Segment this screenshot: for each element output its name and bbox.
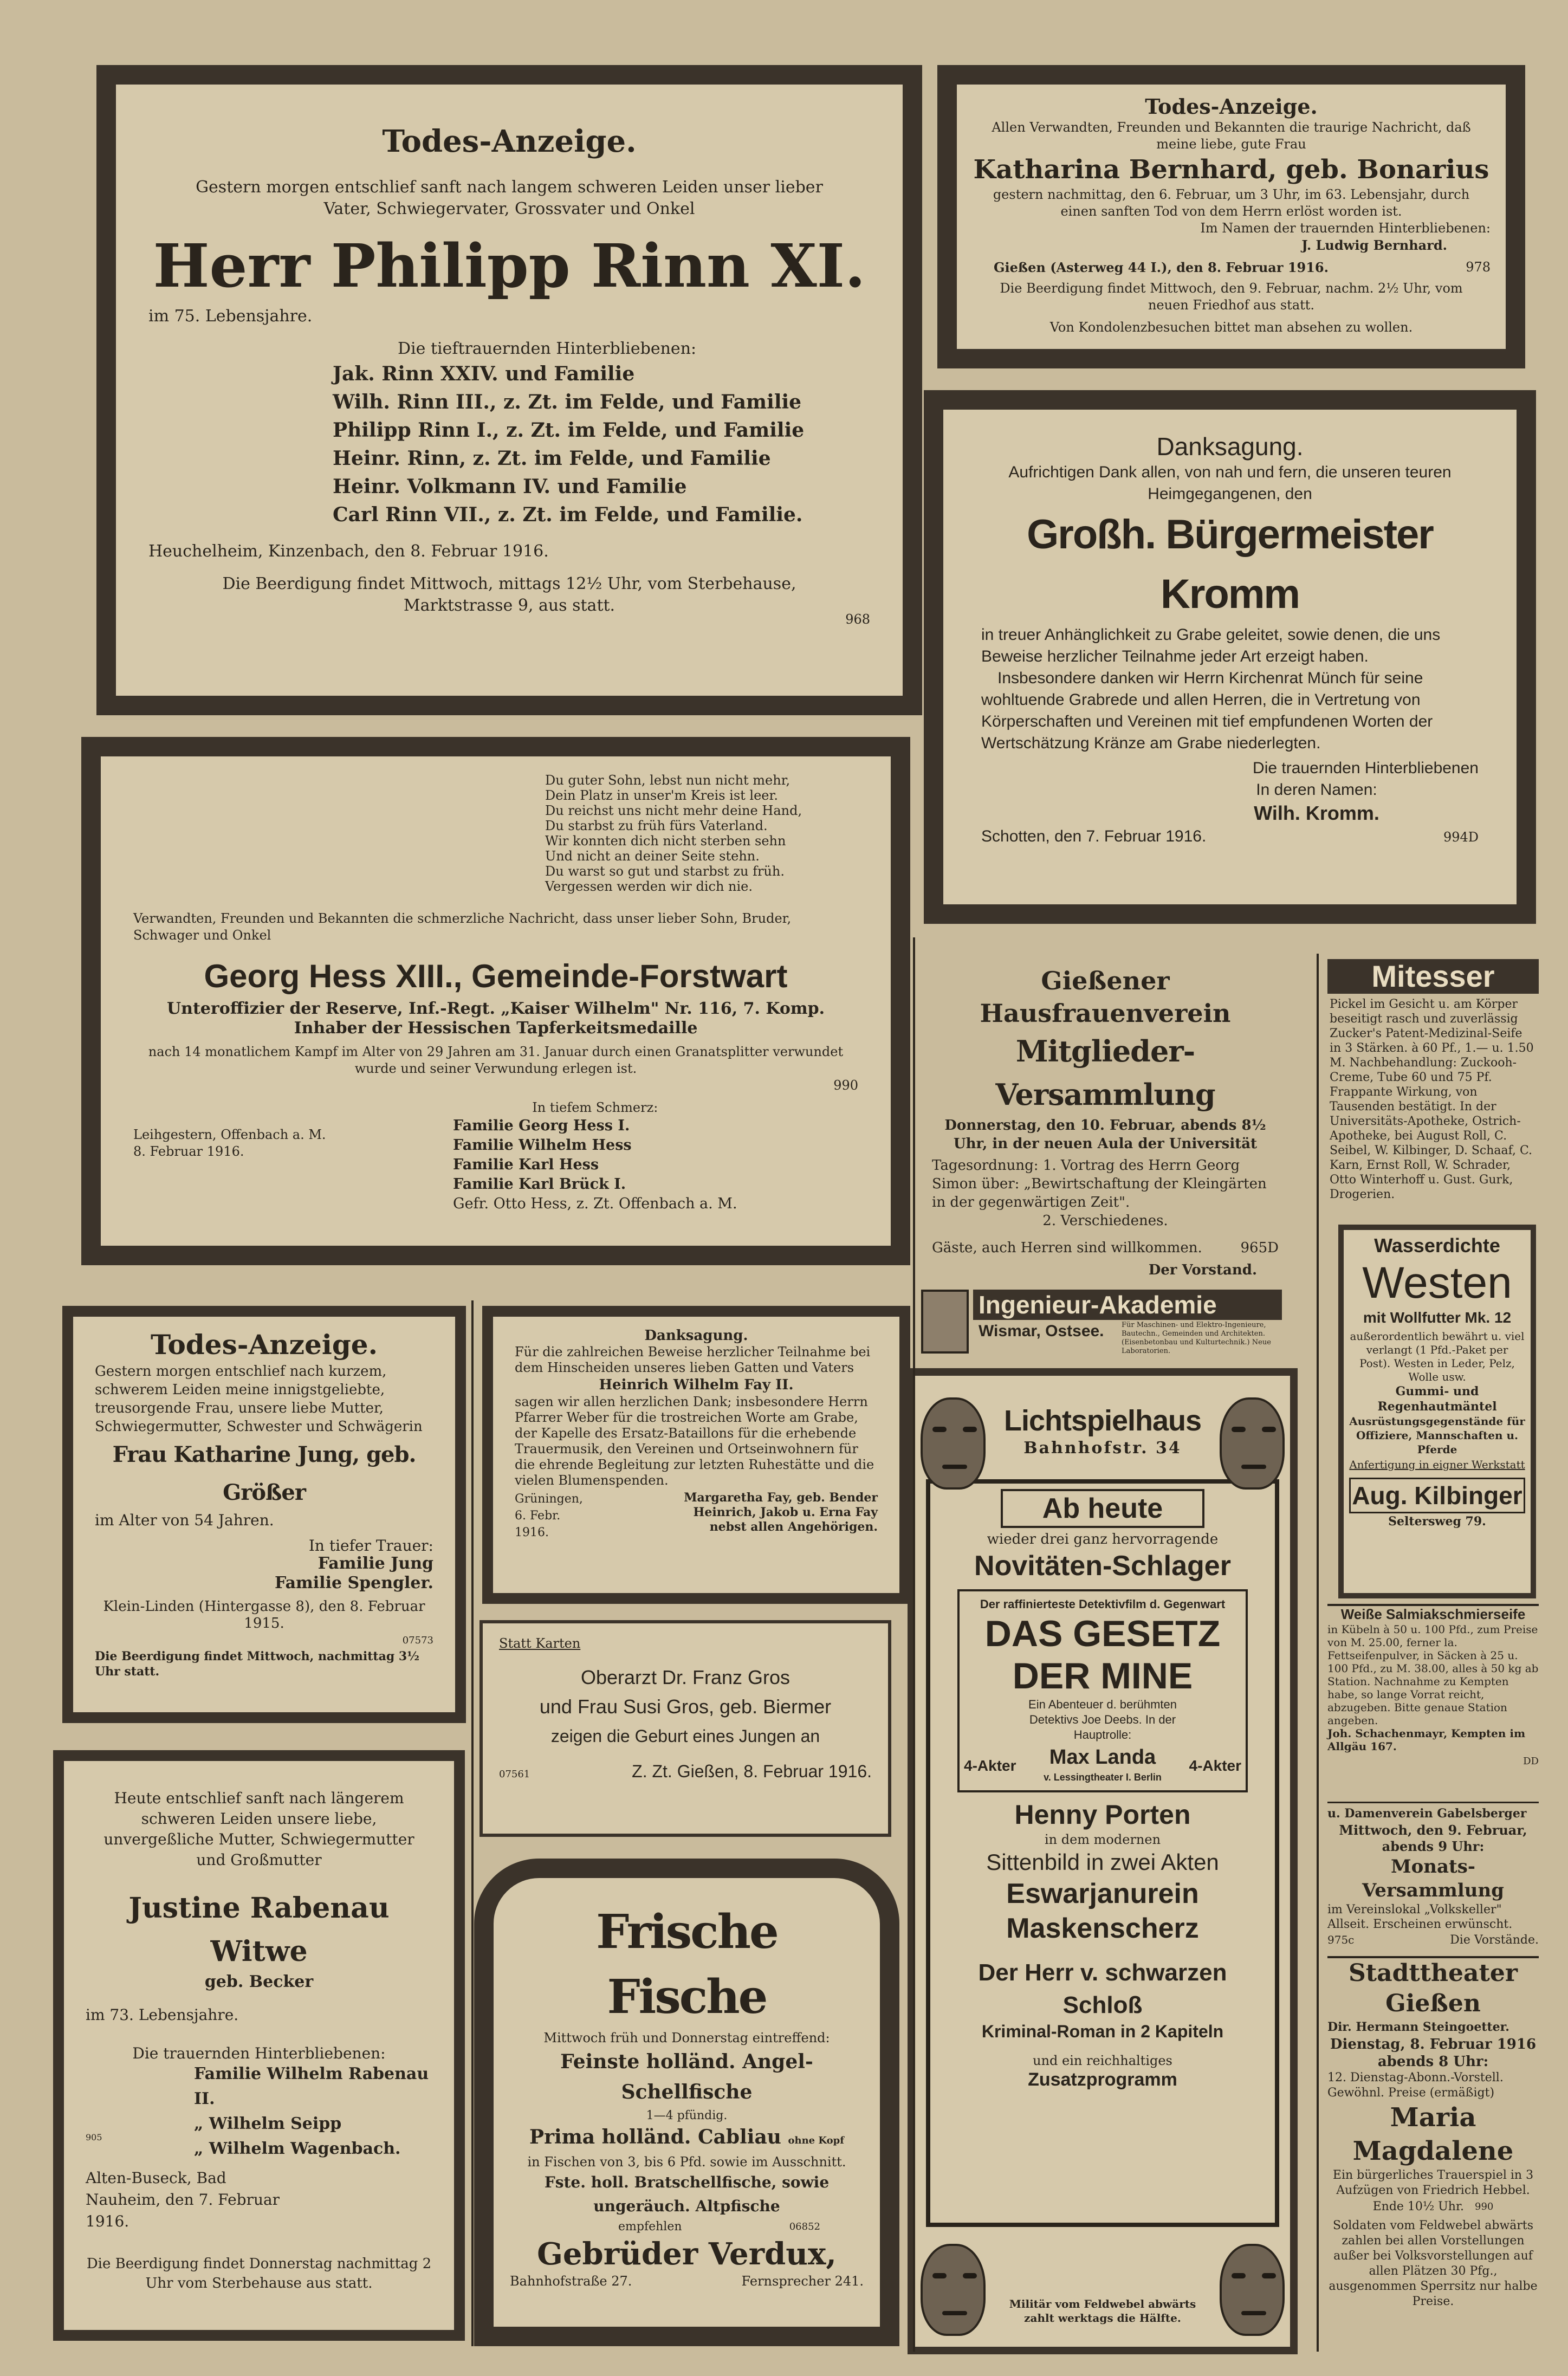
mourner: Heinr. Rinn, z. Zt. im Felde, und Familie [333, 447, 771, 470]
ad-text: gestern nachmittag, den 6. Februar, um 3 Uhr, im 63. Lebensjahr, durch einen sanften Tod von dem Herrn erlöst worden ist. [993, 187, 1470, 219]
mourner: Familie Jung [318, 1554, 433, 1573]
club-logo-icon [1327, 1780, 1539, 1803]
ad-text: Insbesondere danken wir Herrn Kirchenrat Münch für seine wohltuende Grabrede und allen Herren, die in Vertretung von Körperschaften und Vereinen mit tief empfundenen Worten der Wertschätzung Kränze am Grabe niederlegten. [981, 669, 1433, 752]
mourner: Familie Georg Hess I. [453, 1117, 630, 1134]
ad-code: 07561 [499, 1769, 530, 1780]
place-date: Klein-Linden (Hintergasse 8), den 8. Februar 1915. [103, 1598, 425, 1632]
ad-code: 994D [1443, 830, 1479, 845]
ad-intro: Verwandten, Freunden und Bekannten die schmerzliche Nachricht, dass unser lieber Sohn, Bruder, Schwager und Onkel [133, 911, 792, 943]
burial-info: Die Beerdigung findet Mittwoch, den 9. Februar, nachm. 2½ Uhr, vom neuen Friedhof aus statt. [1000, 281, 1463, 313]
mourner: Familie Spengler. [274, 1574, 433, 1592]
ad-hausfrauenverein [916, 954, 1295, 1278]
deceased-name: Heinrich Wilhelm Fay II. [599, 1377, 794, 1393]
ad-death-notice-jung [62, 1306, 466, 1723]
film-intro: Der raffinierteste Detektivfilm d. Gegenwart [980, 1597, 1226, 1611]
ad-title: Wasserdichte [1374, 1234, 1500, 1257]
ad-code: 990 [833, 1078, 858, 1093]
mourners-heading: Die tieftrauernden Hinterbliebenen: [398, 339, 697, 358]
burial-info: Die Beerdigung findet Mittwoch, mittags 12½ Uhr, vom Sterbehause, Marktstrasse 9, aus statt. [222, 574, 796, 615]
place-date: Z. Zt. Gießen, 8. Februar 1916. [632, 1762, 872, 1781]
mourners-heading: In tiefem Schmerz: [532, 1100, 658, 1115]
mourner: Familie Wilhelm Rabenau II. [194, 2064, 429, 2108]
ad-text: in Kübeln à 50 u. 100 Pfd., zum Preise von M. 25.00, ferner la. Fettseifenpulver, in Säcken à 25 u. 100 Pfd., zu M. 38.00, alles à 50 kg ab Station. Nachnahme zu Kempten habe, so lange Vorrat reicht, abzugeben. Bitte genaue Station angeben. [1327, 1623, 1539, 1727]
ad-line: empfehlen [618, 2220, 682, 2233]
extra-intro: und ein reichhaltiges [1033, 2053, 1172, 2068]
ad-birth-announcement [480, 1620, 891, 1837]
event-name: Monats-Versammlung [1362, 1856, 1505, 1901]
portrait-icon [921, 1397, 986, 1490]
ad-title: Todes-Anzeige. [1145, 94, 1318, 119]
mourners-heading: Die trauernden Hinterbliebenen [1253, 759, 1479, 777]
ad-westen [1338, 1225, 1536, 1598]
company-name: Gebrüder Verdux, [537, 2236, 837, 2272]
mourner: Philipp Rinn I., z. Zt. im Felde, und Familie [333, 419, 805, 442]
film-acts: 4-Akter [1189, 1757, 1241, 1774]
ad-text: Pickel im Gesicht u. am Körper beseitigt rasch und zuverlässig Zucker's Patent-Medizinal-Seife in 3 Stärken. à 60 Pf., 1.— u. 1.50 M. Nachbehandlung: Zuckooh-Creme, Tube 60 und 75 Pf. Frappante Wirkung, von Tausenden bestätigt. In der Universitäts-Apotheke, Ostrich-Apotheke, bei August Roll, C. Seibel, W. Kilbinger, D. Schaaf, C. Karn, Ernst Roll, W. Schrader, Otto Winterhoff u. Gust. Gurk, Drogerien. [1330, 998, 1534, 1201]
ad-text: Gummi- und Regenhautmäntel [1377, 1384, 1497, 1414]
ad-text: sagen wir allen herzlichen Dank; insbesondere Herrn Pfarrer Weber für die trostreichen Worte am Grabe, der Kapelle des Ersatz-Bataillons für die erhebende Trauermusik, den Vereinen und Ortseinwohnern für die ehrende Begleitung zur letzten Ruhestätte und die vielen Blumenspenden. [515, 1394, 874, 1488]
portrait-icon [1220, 1397, 1285, 1490]
ad-title: Todes-Anzeige. [150, 1329, 378, 1361]
mourner: Carl Rinn VII., z. Zt. im Felde, und Familie. [333, 503, 803, 526]
ad-intro: Gestern morgen entschlief nach kurzem, schwerem Leiden meine innigstgeliebte, treusorgende Frau, unsere liebe Mutter, Schwiegermutter, Schwester und Schwägerin [95, 1363, 423, 1435]
director: Dir. Hermann Steingoetter. [1327, 2020, 1509, 2034]
ad-lichtspielhaus [908, 1368, 1298, 2354]
ad-title: Danksagung. [1156, 432, 1304, 461]
ad-line: Prima holländ. Cabliau [529, 2126, 781, 2148]
ad-code: 905 [86, 2132, 102, 2142]
address: Seltersweg 79. [1388, 1514, 1486, 1529]
mourner: Wilh. Kromm. [1254, 802, 1379, 824]
ad-title: Gießener Hausfrauenverein [980, 966, 1231, 1028]
address: Bahnhofstraße 27. [510, 2274, 632, 2289]
club-name: u. Damenverein Gabelsberger [1327, 1807, 1527, 1821]
announcement-line: Oberarzt Dr. Franz Gros [580, 1666, 791, 1688]
mourner: Gefr. Otto Hess, z. Zt. Offenbach a. M. [453, 1195, 737, 1212]
ad-title: Stadttheater Gießen [1327, 1956, 1539, 2019]
ad-code: 975c [1327, 1933, 1355, 1946]
ad-code: 07573 [402, 1635, 433, 1646]
ad-line-note: ohne Kopf [788, 2135, 844, 2146]
mourner: Familie Karl Brück I. [453, 1176, 626, 1193]
film-text: Ein Abenteuer d. berühmten Detektivs Joe Deebs. In der Hauptrolle: [1028, 1698, 1177, 1741]
ad-intro: Aufrichtigen Dank allen, von nah und fern, die unseren teuren Heimgegangenen, den [1008, 463, 1452, 503]
ad-intro: Für die zahlreichen Beweise herzlicher Teilnahme bei dem Hinscheiden unseres lieben Gatten und Vaters [515, 1344, 871, 1375]
age-line: im Alter von 54 Jahren. [95, 1511, 274, 1529]
poem [545, 773, 858, 894]
age-line: im 73. Lebensjahre. [86, 2006, 239, 2024]
ad-text: Ein bürgerliches Trauerspiel in 3 Aufzügen von Friedrich Hebbel. [1332, 2168, 1534, 2197]
ad-code: 990 [1475, 2201, 1494, 2212]
place-date: Grüningen, 6. Febr. 1916. [515, 1492, 583, 1539]
film-star: Henny Porten [1014, 1799, 1191, 1830]
poem-line: Wir konnten dich nicht sterben sehn [545, 833, 786, 849]
film-text: Kriminal-Roman in 2 Kapiteln [981, 2022, 1224, 2041]
poem-line: Du reichst uns nicht mehr deine Hand, [545, 803, 802, 818]
rank-line: Inhaber der Hessischen Tapferkeitsmedaille [294, 1019, 698, 1038]
ad-stadttheater [1327, 1956, 1539, 2352]
mourner: Heinr. Volkmann IV. und Familie [333, 475, 687, 498]
mourners-heading: Im Namen der trauernden Hinterbliebenen: [1200, 221, 1491, 236]
ad-code: 06852 [789, 2221, 820, 2232]
headline: Novitäten-Schlager [974, 1550, 1231, 1582]
ad-text: nach 14 monatlichem Kampf im Alter von 29 Jahren am 31. Januar durch einen Granatsplitter verwundet wurde und seiner Verwundung erlegen ist. [148, 1044, 844, 1076]
signature: Die Vorstände. [1450, 1933, 1539, 1947]
ad-line: in Fischen von 3, bis 6 Pfd. sowie im Ausschnitt. [527, 2154, 846, 2170]
mourner: Wilh. Rinn III., z. Zt. im Felde, und Familie [333, 391, 802, 413]
poem-line: Dein Platz in unser'm Kreis ist leer. [545, 788, 778, 803]
film-acts: 4-Akter [964, 1757, 1016, 1774]
extra-program: Zusatzprogramm [1028, 2069, 1177, 2090]
military-note: Militär vom Feldwebel abwärts zahlt werktags die Hälfte. [1009, 2297, 1196, 2325]
mourner: Heinrich, Jakob u. Erna Fay [693, 1505, 878, 1519]
place-date: Leihgestern, Offenbach a. M. 8. Februar 1916. [133, 1127, 326, 1159]
ad-soap [1327, 1604, 1539, 1777]
announcement-line: zeigen die Geburt eines Jungen an [550, 1726, 820, 1746]
play-title: Maria Magdalene [1352, 2102, 1514, 2166]
mourner: Familie Karl Hess [453, 1156, 599, 1173]
deceased-name: Georg Hess XIII., Gemeinde-Forstwart [204, 958, 788, 994]
phone: Fernsprecher 241. [741, 2274, 864, 2289]
mourner: nebst allen Angehörigen. [709, 1520, 878, 1534]
ad-title: Danksagung. [644, 1328, 748, 1344]
ad-intro: Gestern morgen entschlief sanft nach langem schweren Leiden unser lieber Vater, Schwiegervater, Grossvater und Onkel [196, 178, 823, 218]
event-time: Donnerstag, den 10. Februar, abends 8½ Uhr, in der neuen Aula der Universität [944, 1117, 1266, 1152]
ad-text: im Vereinslokal „Volkskeller" Allseit. Erscheinen erwünscht. [1327, 1903, 1513, 1931]
signature: Der Vorstand. [1148, 1262, 1257, 1278]
ad-line: 1—4 pfündig. [646, 2109, 728, 2122]
product-sub: mit Wollfutter Mk. 12 [1363, 1309, 1512, 1326]
ad-death-notice-rinn [96, 65, 922, 715]
ad-line: Mittwoch früh und Donnerstag eintreffend: [543, 2030, 830, 2045]
ad-text: außerordentlich bewährt u. viel verlangt (1 Pfd.-Paket per Post). Westen in Leder, Pelz, Wolle usw. [1350, 1330, 1525, 1383]
ad-text: 12. Dienstag-Abonn.-Vorstell. Gewöhnl. Preise (ermäßigt) [1327, 2071, 1504, 2100]
ad-stenography-club [1327, 1780, 1539, 1953]
deceased-name: Frau Katharine Jung, geb. Größer [112, 1442, 416, 1505]
burial-info: Die Beerdigung findet Mittwoch, nachmittag 3½ Uhr statt. [95, 1649, 420, 1679]
poem-line: Vergessen werden wir dich nie. [545, 879, 753, 894]
place-date: Schotten, den 7. Februar 1916. [981, 827, 1207, 845]
agenda: Tagesordnung: 1. Vortrag des Herrn Georg Simon über: „Bewirtschaftung der Kleingärten in der gegenwärtigen Zeit". [932, 1157, 1267, 1210]
poem-line: Und nicht an deiner Seite stehn. [545, 849, 760, 864]
logo-icon [921, 1290, 969, 1354]
column-divider [1317, 954, 1319, 2352]
poem-line: Du warst so gut und starbst zu früh. [545, 864, 785, 879]
film-intro: in dem modernen [1044, 1832, 1161, 1847]
ad-title: Mitesser [1327, 959, 1539, 994]
company-name: Aug. Kilbinger [1349, 1478, 1525, 1513]
ad-intro: Heute entschlief sanft nach längerem schweren Leiden unsere liebe, unvergeßliche Mutter, Schwiegermutter und Großmutter [103, 1789, 414, 1869]
cinema-name: Lichtspielhaus [1003, 1404, 1202, 1437]
ad-text: in treuer Anhänglichkeit zu Grabe geleitet, sowie denen, die uns Beweise herzlicher Teilnahme jeder Art erzeigt haben. [981, 626, 1441, 665]
ad-note: Von Kondolenzbesuchen bittet man absehen zu wollen. [1049, 320, 1413, 335]
mourner: Margaretha Fay, geb. Bender [684, 1491, 878, 1505]
ad-code: 968 [845, 612, 870, 627]
banner: Ab heute [1001, 1489, 1204, 1528]
ad-death-notice-rabenau [53, 1750, 465, 2341]
ad-text: Anfertigung in eigner Werkstatt [1349, 1458, 1525, 1471]
age-line: im 75. Lebensjahre. [148, 307, 313, 326]
place-date: Gießen (Asterweg 44 I.), den 8. Februar 1916. [994, 260, 1329, 275]
cinema-address: Bahnhofstr. 34 [1023, 1439, 1182, 1458]
film-title: DAS GESETZ DER MINE [984, 1613, 1221, 1697]
ad-subtitle: Wismar, Ostsee. [979, 1322, 1104, 1340]
deceased-name: Katharina Bernhard, geb. Bonarius [973, 154, 1489, 185]
portrait-icon [1220, 2244, 1285, 2336]
film-star: Max Landa [1049, 1746, 1156, 1769]
ad-code: 978 [1466, 260, 1491, 275]
poem-line: Du starbst zu früh fürs Vaterland. [545, 818, 768, 833]
place-date: Alten-Buseck, Bad Nauheim, den 7. Februar 1916. [86, 2169, 280, 2230]
guests-note: Gäste, auch Herren sind willkommen. [932, 1240, 1202, 1256]
deceased-name: Großh. Bürgermeister Kromm [1027, 512, 1433, 617]
mourner: J. Ludwig Bernhard. [1301, 237, 1447, 253]
mourner: „ Wilhelm Seipp [194, 2114, 342, 2133]
column-divider [913, 937, 915, 2352]
performance-date: Dienstag, 8. Februar 1916 abends 8 Uhr: [1330, 2036, 1537, 2070]
card-label: Statt Karten [499, 1636, 581, 1651]
event-name: Mitglieder-Versammlung [995, 1034, 1215, 1112]
end-time: Ende 10½ Uhr. [1372, 2200, 1465, 2213]
ad-code: DD [1523, 1756, 1539, 1767]
ad-intro: Allen Verwandten, Freunden und Bekannten die traurige Nachricht, daß meine liebe, gute Frau [992, 120, 1471, 152]
rank-line: Unteroffizier der Reserve, Inf.-Regt. „Kaiser Wilhelm" Nr. 116, 7. Komp. [166, 999, 825, 1018]
mourner: Familie Wilhelm Hess [453, 1137, 632, 1154]
ad-line: Feinste holländ. Angel-Schellfische [560, 2050, 813, 2103]
film-theater: v. Lessingtheater I. Berlin [1044, 1772, 1162, 1783]
ad-mitesser [1327, 959, 1539, 1225]
ad-title: Ingenieur-Akademie [973, 1290, 1282, 1320]
portrait-icon [921, 2244, 986, 2336]
ad-death-notice-hess [81, 737, 910, 1265]
ad-title: Weiße Salmiakschmierseife [1327, 1604, 1539, 1623]
ad-line-group [510, 2124, 864, 2154]
ad-code: 965D [1240, 1240, 1279, 1256]
mourners-heading: In tiefer Trauer: [308, 1537, 433, 1555]
mourners-heading: Die trauernden Hinterbliebenen: [132, 2044, 386, 2062]
ad-title: Todes-Anzeige. [382, 124, 637, 159]
ad-note: Soldaten vom Feldwebel abwärts zahlen bei allen Vorstellungen außer bei Volksvorstellungen auf allen Plätzen 30 Pfg., ausgenommen Sperrsitz nur halbe Preise. [1329, 2219, 1538, 2308]
ad-line: Fste. holl. Bratschellfische, sowie ungeräuch. Altpfische [544, 2173, 830, 2215]
event-time: Mittwoch, den 9. Februar, abends 9 Uhr: [1339, 1822, 1527, 1854]
product-name: Westen [1362, 1258, 1512, 1307]
mourner: Jak. Rinn XXIV. und Familie [333, 362, 635, 385]
maiden-name: geb. Becker [204, 1972, 314, 1991]
poem-line: Du guter Sohn, lebst nun nicht mehr, [545, 773, 791, 788]
ad-thanks-fay [482, 1306, 910, 1604]
ad-text: Ausrüstungsgegenstände für Offiziere, Mannschaften u. Pferde [1349, 1415, 1525, 1456]
column-divider [471, 1300, 474, 2346]
ad-ingenieur-akademie [921, 1290, 1290, 1365]
place-date: Heuchelheim, Kinzenbach, den 8. Februar 1916. [148, 542, 549, 561]
burial-info: Die Beerdigung findet Donnerstag nachmittag 2 Uhr vom Sterbehause aus statt. [86, 2256, 432, 2291]
deceased-name: Justine Rabenau Witwe [128, 1892, 390, 1968]
ad-title: Frische Fische [596, 1905, 777, 2024]
film-title: Der Herr v. schwarzen Schloß [978, 1959, 1227, 2018]
film-name: Eswarjanurein Maskenscherz [1006, 1878, 1199, 1944]
ad-fresh-fish [474, 1859, 899, 2346]
intro: wieder drei ganz hervorragende [987, 1531, 1219, 1548]
deceased-name: Herr Philipp Rinn XI. [153, 231, 866, 301]
mourners-sub: In deren Namen: [1256, 781, 1377, 799]
mourner: „ Wilhelm Wagenbach. [194, 2139, 401, 2158]
company-name: Joh. Schachenmayr, Kempten im Allgäu 167. [1327, 1727, 1526, 1753]
ad-detail: Für Maschinen- und Elektro-Ingenieure, Bautechn., Gemeinden und Architekten. (Eisenbetonbau und Kulturtechnik.) Neue Laboratorien. [1122, 1321, 1271, 1355]
film-title: Sittenbild in zwei Akten [986, 1849, 1219, 1875]
agenda-item: 2. Verschiedenes. [1042, 1213, 1168, 1229]
ad-thanks-kromm [924, 390, 1536, 924]
announcement-line: und Frau Susi Gros, geb. Biermer [539, 1695, 832, 1718]
ad-death-notice-bernhard [937, 65, 1525, 368]
mourners-list [333, 360, 870, 529]
